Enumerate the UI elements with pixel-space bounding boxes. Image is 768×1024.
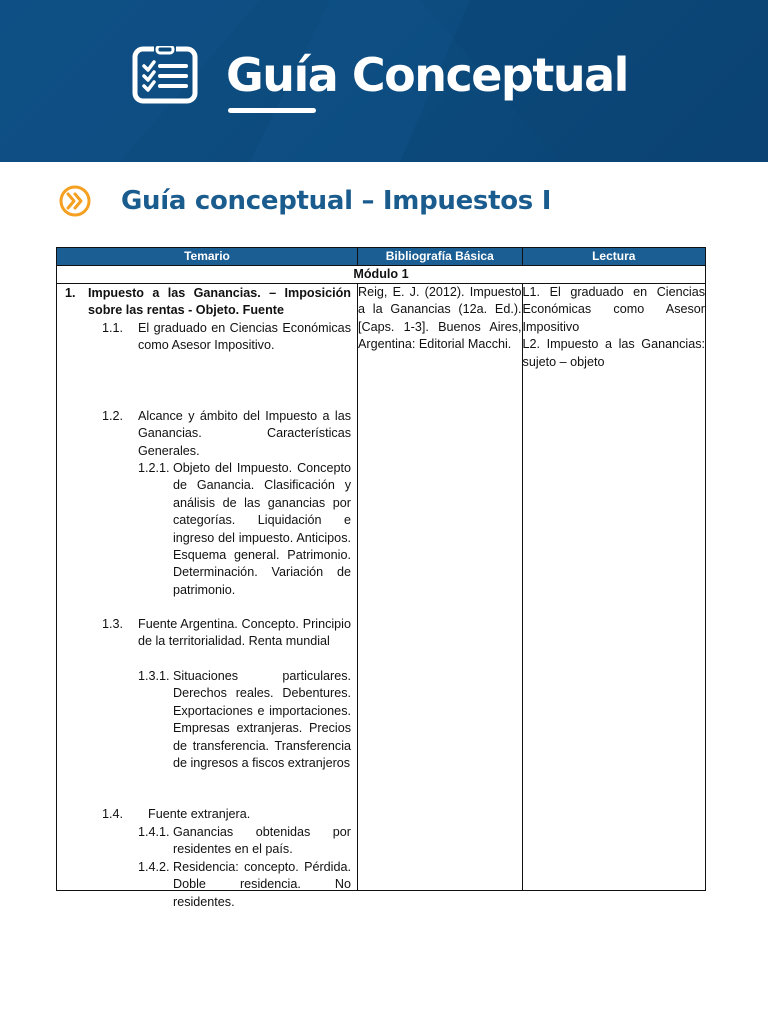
table-row [57, 284, 706, 891]
module-label: Módulo 1 [57, 266, 706, 284]
list-item: Fuente Argentina. Concepto. Principio de la territorialidad. Renta mundial [138, 617, 351, 649]
banner-title: Guía Conceptual [226, 48, 628, 102]
page-title: Guía conceptual – Impuestos I [121, 186, 552, 216]
lectura-item-l1: L1. El graduado en Ciencias Económicas como Asesor Impositivo [522, 285, 705, 334]
item-text-bold: Objeto. Fuente [195, 303, 284, 318]
list-item [88, 285, 351, 320]
header-banner [0, 0, 768, 162]
list-item: Residencia: concepto. Pérdida. Doble residencia. No residentes. [173, 860, 351, 909]
item-number: 1.4.1. [138, 825, 170, 839]
syllabus-table [56, 247, 706, 909]
item-number: 1.2. [102, 409, 124, 423]
item-text: Impuesto a las Ganancias. – Imposición sobre las rentas - [88, 286, 351, 318]
item-number: 1. [65, 286, 76, 300]
lectura-cell [522, 284, 705, 891]
item-number: 1.3. [102, 617, 124, 631]
banner-underline [228, 108, 316, 113]
item-number: 1.2.1. [138, 461, 170, 475]
list-item: Fuente extranjera. [148, 807, 251, 821]
column-header-bibliografia: Bibliografía Básica [358, 248, 523, 266]
item-number: 1.4.2. [138, 860, 170, 874]
column-header-temario: Temario [57, 248, 358, 266]
list-item: Situaciones particulares. Derechos reales. Debentures. Exportaciones e importaciones. Empresas extranjeras. Precios de transferencia. Transferencia de ingresos a fiscos extranjeros [173, 669, 351, 771]
list-item: Ganancias obtenidas por residentes en el país. [173, 825, 351, 857]
list-item: Alcance y ámbito del Impuesto a las Ganancias. Características Generales. [138, 409, 351, 458]
list-item: Objeto del Impuesto. Concepto de Ganancia. Clasificación y análisis de las ganancias por categorías. Liquidación e ingreso del impuesto. Anticipos. Esquema general. Patrimonio. Determinación. Variación de patrimonio. [173, 461, 351, 597]
item-number: 1.4. [102, 807, 124, 821]
list-item: El graduado en Ciencias Económicas como Asesor Impositivo. [138, 321, 351, 353]
bibliografia-cell: Reig, E. J. (2012). Impuesto a la Ganancias (12a. Ed.). [Caps. 1-3]. Buenos Aires, Argentina: Editorial Macchi. [358, 284, 523, 891]
table-header-row [57, 248, 706, 266]
temario-cell [57, 284, 358, 909]
checklist-icon [132, 46, 198, 104]
module-row [57, 266, 706, 284]
double-chevron-circle-icon [58, 183, 94, 219]
item-number: 1.1. [102, 321, 124, 335]
column-header-lectura: Lectura [522, 248, 705, 266]
item-number: 1.3.1. [138, 669, 170, 683]
lectura-item-l2: L2. Impuesto a las Ganancias: sujeto – objeto [522, 337, 705, 369]
